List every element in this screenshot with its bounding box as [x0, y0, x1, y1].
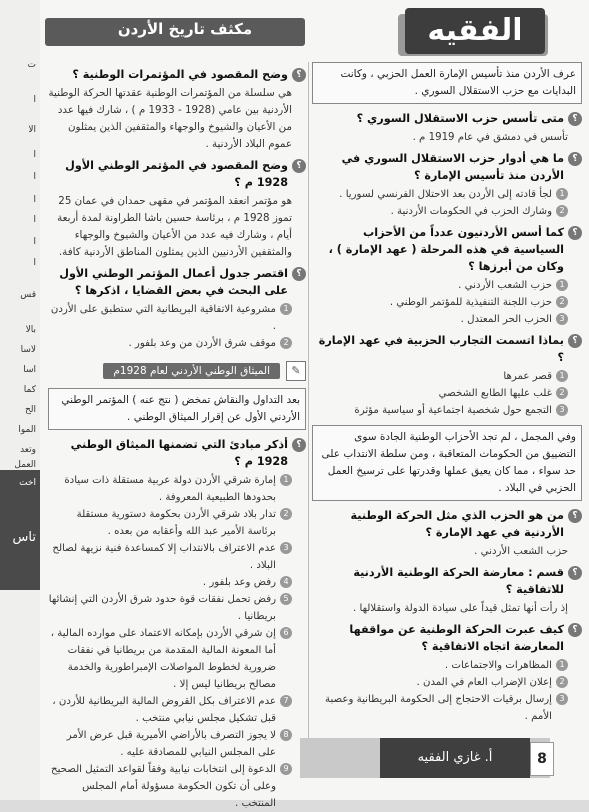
number-badge: 2	[556, 205, 568, 217]
prev-page-fragment: قس	[20, 290, 36, 300]
answer	[48, 506, 306, 540]
answer-text: وشارك الحزب في الحكومات الأردنية .	[390, 206, 552, 217]
answer-text: حزب اللجنة التنفيذية للمؤتمر الوطني .	[389, 297, 552, 308]
answer	[48, 591, 306, 625]
prev-page-fragment: ت	[27, 60, 36, 70]
answer	[48, 301, 306, 335]
prev-page-fragment: الح	[24, 405, 36, 415]
answer	[312, 385, 582, 402]
answer-text: التجمع حول شخصية اجتماعية أو سياسية مؤثرة	[354, 405, 552, 416]
number-badge: 2	[280, 508, 292, 520]
answer-text: تأسس في دمشق في عام 1919 م .	[412, 132, 568, 143]
answer	[312, 294, 582, 311]
answer-text: رفض وعد بلفور .	[202, 577, 276, 588]
question-text: اقتصر جدول أعمال المؤتمر الوطني الأول على البحث في بعض القضايا ، اذكرها ؟	[59, 267, 288, 297]
answer-text: الحزب الحر المعتدل .	[460, 314, 552, 325]
footer-author: أ. غازي الفقيه	[380, 738, 530, 778]
question-text: متى تأسس حزب الاستقلال السوري ؟	[356, 112, 564, 125]
number-badge: 1	[280, 474, 292, 486]
question-text: وضح المقصود في المؤتمرات الوطنية ؟	[72, 68, 288, 81]
number-badge: 8	[280, 729, 292, 741]
prev-page-fragment: تاس	[12, 530, 36, 545]
number-badge: 1	[556, 659, 568, 671]
question-icon: ؟	[568, 226, 582, 240]
number-badge: 3	[280, 542, 292, 554]
prev-page-fragment: ا	[33, 95, 36, 105]
answer-text: قصر عمرها	[503, 371, 552, 382]
answer-text: لجأ قادته إلى الأردن بعد الاحتلال الفرنسي لسوريا .	[339, 189, 552, 200]
question-icon: ؟	[568, 334, 582, 348]
question	[312, 507, 582, 541]
question-text: وضح المقصود في المؤتمر الوطني الأول 1928 م ؟	[65, 159, 288, 189]
number-badge: 6	[280, 627, 292, 639]
answer	[48, 540, 306, 574]
question-text: أذكر مبادئ التي تضمنها الميثاق الوطني 1928 م ؟	[70, 438, 288, 468]
column-divider	[308, 62, 309, 772]
prev-page-fragment: ا	[33, 195, 36, 205]
number-badge: 7	[280, 695, 292, 707]
left-column	[48, 62, 306, 812]
answer-text: إعلان الإضراب العام في المدن .	[416, 677, 552, 688]
question-icon: ؟	[292, 267, 306, 281]
answer	[312, 674, 582, 691]
answer	[312, 600, 582, 617]
intro-box: عرف الأردن منذ تأسيس الإمارة العمل الحزبي ، وكانت البدايات مع حزب الاستقلال السوري .	[312, 62, 582, 104]
answer	[48, 693, 306, 727]
prev-page-fragment: وتعد	[20, 445, 36, 455]
prev-page-fragment: العمل	[14, 460, 36, 470]
question-icon: ؟	[568, 566, 582, 580]
prev-page-fragment: ا	[33, 237, 36, 247]
number-badge: 9	[280, 763, 292, 775]
answer	[312, 186, 582, 203]
question	[48, 157, 306, 191]
question-text: قسم : معارضة الحركة الوطنية الأردنية للاتفاقية ؟	[353, 566, 564, 596]
question	[312, 564, 582, 598]
question-icon: ؟	[292, 159, 306, 173]
prev-page-fragment: الموا	[18, 425, 36, 435]
section-title: الميثاق الوطني الأردني لعام 1928م	[103, 363, 280, 379]
question-icon: ؟	[292, 68, 306, 82]
question-text: كما أسس الأردنيون عدداً من الأحزاب السياسية في هذه المرحلة ( عهد الإمارة ) ، وكان من أبرزها ؟	[328, 226, 564, 273]
note-box: وفي المجمل ، لم تجد الأحزاب الوطنية الجادة سوى التضييق من الحكومات المتعاقبة ، ومن سلطة الانتداب على حد سواء ، مما كان يعيق عملها وقدرتها على ترسيخ العمل الحزبي في البلاد .	[312, 425, 582, 501]
answer-text: مشروعية الاتفاقية البريطانية التي ستطبق على الأردن .	[50, 304, 276, 332]
number-badge: 2	[280, 337, 292, 349]
pin-icon: ✎	[286, 361, 306, 381]
answer	[48, 574, 306, 591]
question-icon: ؟	[568, 152, 582, 166]
prev-page-fragment: لأسا	[20, 345, 36, 355]
answer-text: إذ رأت أنها تمثل قيداً على سيادة الدولة واستقلالها .	[353, 603, 568, 614]
question	[312, 621, 582, 655]
question-text: من هو الحزب الذي مثل الحركة الوطنية الأردنية في عهد الإمارة ؟	[350, 509, 564, 539]
question	[312, 110, 582, 127]
prev-page-dark-panel	[0, 470, 40, 590]
answer-text: هي سلسلة من المؤتمرات الوطنية عقدتها الحركة الوطنية الأردنية بين عامي (1928 - 1933 م ) ، شارك فيها عدد من الأعيان والشيوخ والوجهاء والمثقفين الذين يمثلون عموم البلاد الأردنية .	[48, 87, 292, 150]
answer-text: الدعوة إلى انتخابات نيابية وفقاً لقواعد التمثيل الصحيح وعلى أن تكون الحكومة مسؤولة أمام المجلس المنتخب .	[51, 764, 276, 809]
question	[48, 66, 306, 83]
brand-logo: الفقيه	[405, 8, 545, 54]
question-icon: ؟	[568, 623, 582, 637]
answer	[48, 472, 306, 506]
prev-page-fragment: ا	[33, 215, 36, 225]
answer	[48, 625, 306, 693]
answer	[312, 402, 582, 419]
question-icon: ؟	[292, 438, 306, 452]
answer	[312, 277, 582, 294]
answer-text: هو مؤتمر انعقد المؤتمر في مقهى حمدان في عمان 25 تموز 1928 م ، برئاسة حسين باشا الطراونة لمدة أربعة أيام ، وشارك فيه عدد من الأعيان والشيوخ والوجهاء والمثقفين الأردنيين الذين يمثلون المناطق الأردنية كافة.	[57, 195, 292, 258]
question	[48, 265, 306, 299]
answer-text: عدم الاعتراف بالانتداب إلا كمساعدة فنية نزيهة لصالح البلاد .	[52, 543, 276, 571]
answer	[48, 761, 306, 812]
number-badge: 2	[556, 296, 568, 308]
answer-text: موقف شرق الأردن من وعد بلفور .	[128, 338, 276, 349]
answer-text: إمارة شرقي الأردن دولة عربية مستقلة ذات سيادة بحدودها الطبيعية المعروفة .	[64, 475, 276, 503]
answer-text: رفض تحمل نفقات قوة حدود شرق الأردن التي إنشائها بريطانيا .	[48, 594, 276, 622]
answer	[312, 691, 582, 725]
answer	[312, 657, 582, 674]
prev-page-fragment: ا	[33, 150, 36, 160]
prev-page-fragment: ا	[33, 258, 36, 268]
question	[312, 332, 582, 366]
page-title: مكثف تاريخ الأردن	[117, 20, 253, 38]
right-column	[312, 62, 582, 725]
number-badge: 3	[556, 313, 568, 325]
section-header	[48, 360, 306, 382]
question-icon: ؟	[568, 112, 582, 126]
answer	[312, 129, 582, 146]
question	[48, 436, 306, 470]
number-badge: 1	[556, 279, 568, 291]
number-badge: 3	[556, 693, 568, 705]
answer	[48, 727, 306, 761]
prev-page-fragment: الا	[28, 125, 36, 135]
answer	[312, 203, 582, 220]
answer	[312, 311, 582, 328]
question	[312, 224, 582, 275]
answer-text: المظاهرات والاجتماعات .	[444, 660, 552, 671]
page-number: 8	[530, 742, 554, 776]
answer	[48, 335, 306, 352]
number-badge: 2	[556, 676, 568, 688]
question-text: بماذا اتسمت التجارب الحزبية في عهد الإمارة ؟	[318, 334, 564, 364]
answer	[312, 368, 582, 385]
answer-text: عدم الاعتراف بكل القروض المالية البريطانية للأردن ، قبل تشكيل مجلس نيابي منتخب .	[52, 696, 276, 724]
answer-text: إرسال برقيات الاحتجاج إلى الحكومة البريطانية وعصبة الأمم .	[325, 694, 552, 722]
previous-page-edge	[0, 0, 42, 800]
answer-text: لا يجوز التصرف بالأراضي الأميرية قبل عرض الأمر على المجلس النيابي للمصادقة عليه .	[66, 730, 276, 758]
number-badge: 1	[280, 303, 292, 315]
question	[312, 150, 582, 184]
question-text: كيف عبرت الحركة الوطنية عن مواقفها المعارضة اتجاه الاتفاقية ؟	[349, 623, 564, 653]
prev-page-fragment: كما	[23, 385, 36, 395]
answer	[312, 543, 582, 560]
answer-text: حزب الشعب الأردني .	[458, 280, 552, 291]
prev-page-fragment: اخت	[19, 478, 36, 488]
answer-text: تدار بلاد شرقي الأردن بحكومة دستورية مستقلة برئاسة الأمير عبد الله وأعقابه من بعده .	[76, 509, 276, 537]
number-badge: 3	[556, 404, 568, 416]
number-badge: 4	[280, 576, 292, 588]
number-badge: 1	[556, 370, 568, 382]
number-badge: 5	[280, 593, 292, 605]
number-badge: 1	[556, 188, 568, 200]
number-badge: 2	[556, 387, 568, 399]
answer-text: حزب الشعب الأردني .	[474, 546, 568, 557]
prev-page-fragment: ا	[33, 172, 36, 182]
answer-text: إن شرقي الأردن بإمكانه الاعتماد على موارده المالية ، أما المعونة المالية المقدمة من بريطانيا في نفقات ضرورية لخطوط المواصلات الإمبراطورية والخدمة مصالح بريطانيا ليس إلا .	[50, 628, 276, 690]
prev-page-fragment: أسا	[23, 365, 36, 375]
answer-text: غلب عليها الطابع الشخصي	[438, 388, 552, 399]
question-icon: ؟	[568, 509, 582, 523]
intro-box: بعد التداول والنقاش تمخض ( نتج عنه ) المؤتمر الوطني الأردني الأول عن إقرار الميثاق الوطني .	[48, 388, 306, 430]
question-text: ما هي أدوار حزب الاستقلال السوري في الأردن منذ تأسيس الإمارة ؟	[341, 152, 564, 182]
prev-page-fragment: بالا	[25, 325, 36, 335]
